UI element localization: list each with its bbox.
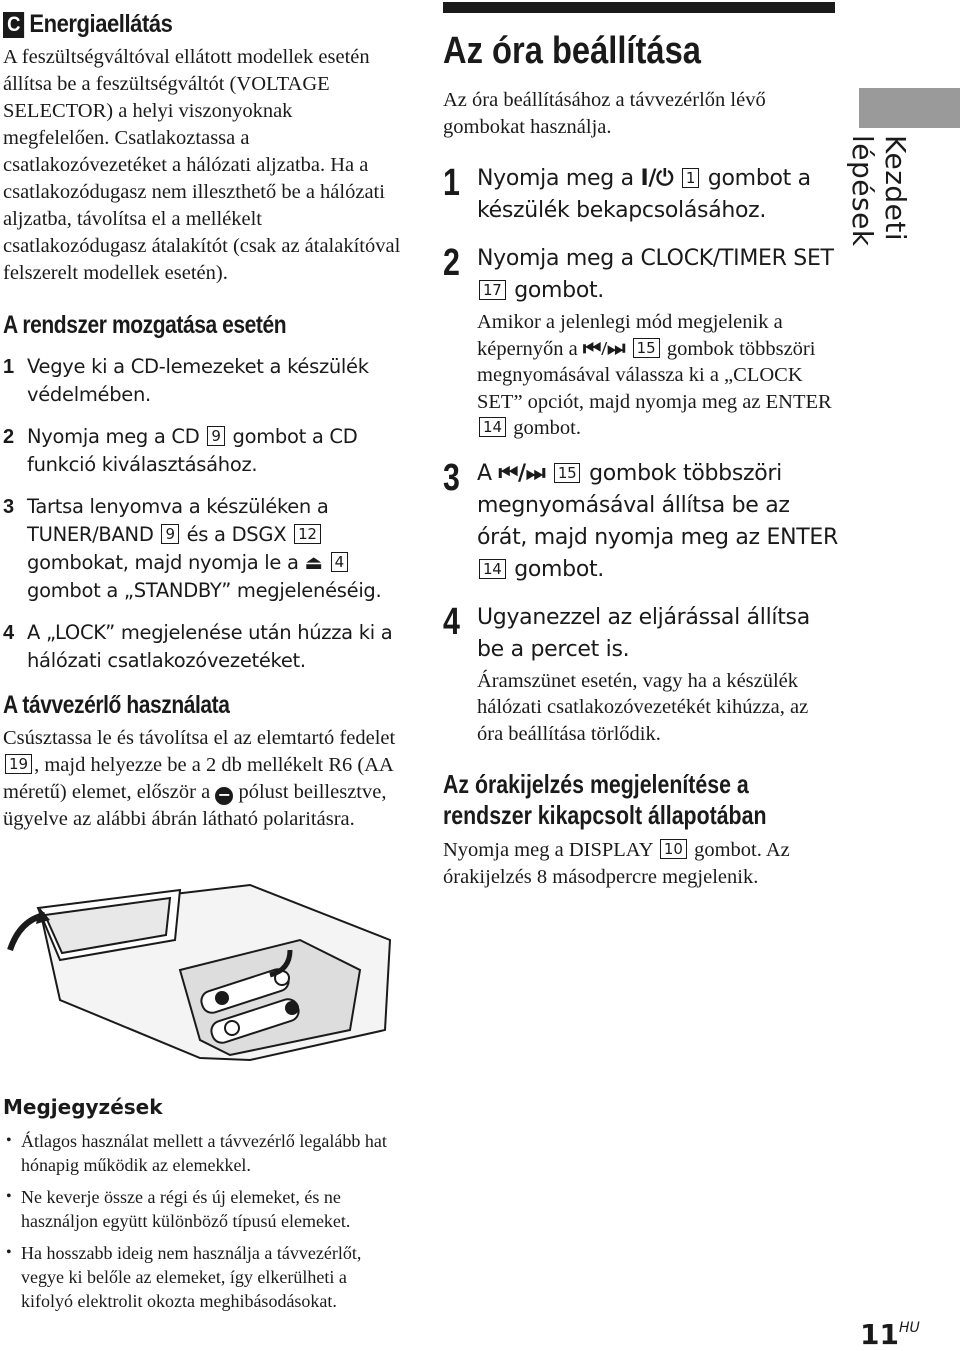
power-icon: I/⏻ — [640, 166, 674, 191]
note-item: • Átlagos használat mellett a távvezérlő legalább hat hónapig működik az elemekkel. — [3, 1129, 403, 1177]
page-number-value: 11 — [860, 1318, 899, 1351]
section-c-title: Energiaellátás — [29, 10, 173, 38]
remote-heading: A távvezérlő használata — [3, 691, 230, 719]
step-note — [477, 309, 838, 442]
page-language: HU — [898, 1320, 920, 1336]
page-number — [860, 1318, 920, 1351]
step-number: 3 — [3, 496, 15, 518]
step-number: 4 — [443, 600, 460, 643]
step-text-part: gombot. — [514, 278, 605, 303]
step-text: Ugyanezzel az eljárással állítsa be a percet is. — [477, 604, 810, 662]
display-heading — [443, 769, 767, 831]
remote-text-part: Csúsztassa le és távolítsa el az elemtartó fedelet — [3, 727, 396, 749]
step-text — [27, 423, 403, 479]
remote-battery-illustration — [0, 880, 400, 1070]
step-text-part: gombot. — [514, 556, 605, 582]
display-text-part: Nyomja meg a DISPLAY — [443, 839, 653, 861]
notes-title: Megjegyzések — [3, 1095, 163, 1119]
section-top-bar — [443, 2, 835, 13]
clock-step-4 — [443, 602, 838, 748]
step-text — [477, 243, 838, 307]
step-text-part: gombot a „STANDBY” megjelenéséig. — [27, 579, 382, 602]
step-text-part: gombok többszöri megnyomásával állítsa be az órát, majd nyomja meg az ENTER — [477, 460, 838, 550]
step-number: 2 — [3, 426, 15, 448]
step-number: 3 — [443, 456, 460, 499]
side-tab-marker — [859, 88, 960, 128]
right-column — [443, 0, 838, 891]
note-item: • Ne keverje össze a régi és új elemeket, és ne használjon együtt különböző típusú elemeket. — [3, 1185, 403, 1233]
remote-text-part: , majd helyezze be a 2 db mellékelt R6 (AA méretű) elemet, először a — [3, 754, 393, 803]
step-note-part: Amikor a jelenlegi mód megjelenik a képernyőn a — [477, 311, 783, 360]
clock-intro: Az óra beállításához a távvezérlőn lévő gombokat használja. — [443, 89, 766, 138]
step-text — [27, 493, 403, 605]
key-ref: 14 — [479, 417, 506, 437]
section-c-label: C — [3, 12, 24, 38]
clock-heading: Az óra beállítása — [443, 30, 701, 72]
step-text: A „LOCK” megjelenése után húzza ki a hálózati csatlakozóvezetéket. — [27, 621, 393, 672]
eject-icon: ⏏ — [304, 551, 323, 574]
step-text-part: és a DSGX — [186, 523, 287, 546]
key-ref: 4 — [331, 552, 348, 572]
section-c-heading — [3, 8, 355, 40]
step-text-part: gombot a készülék bekapcsolásához. — [477, 166, 811, 223]
skip-icon: ⏮/⏭ — [582, 337, 626, 360]
clock-step-2 — [443, 243, 838, 442]
key-ref: 19 — [5, 754, 32, 774]
step-text-part: Nyomja meg a — [477, 166, 634, 191]
step-text — [477, 458, 838, 586]
key-ref: 9 — [161, 524, 178, 544]
remote-text — [3, 725, 403, 833]
notes-section — [3, 1095, 403, 1321]
display-text — [443, 837, 838, 891]
display-heading-line: Az órakijelzés megjelenítése a — [443, 769, 749, 799]
key-ref: 12 — [294, 524, 321, 544]
note-item: • Ha hosszabb ideig nem használja a távvezérlőt, vegye ki belőle az elemeket, így elkerülheti a kifolyó elektrolit okozta meghibásodásokat. — [3, 1241, 403, 1313]
key-ref: 10 — [660, 839, 687, 859]
left-column — [3, 8, 403, 833]
step-number: 4 — [3, 622, 15, 644]
step-text-part: A — [477, 460, 492, 486]
moving-step-1 — [3, 353, 403, 409]
key-ref: 15 — [554, 463, 581, 483]
step-note-part: gombot. — [513, 417, 581, 439]
skip-icon: ⏮/⏭ — [498, 460, 546, 486]
moving-heading: A rendszer mozgatása esetén — [3, 311, 287, 339]
step-number: 1 — [443, 162, 460, 204]
key-ref: 1 — [682, 168, 699, 188]
moving-step-4 — [3, 619, 403, 675]
notes-list — [3, 1129, 403, 1313]
clock-step-1 — [443, 163, 838, 227]
step-text-part: gombokat, majd nyomja le a — [27, 551, 299, 574]
clock-step-3 — [443, 458, 838, 586]
step-text: Vegye ki a CD-lemezeket a készülék védelmében. — [27, 355, 369, 406]
step-number: 1 — [3, 356, 15, 378]
step-text-part: Tartsa lenyomva a készüléken a TUNER/BAND — [27, 495, 329, 546]
step-text-part: gombot a CD funkció kiválasztásához. — [27, 425, 358, 476]
moving-step-2 — [3, 423, 403, 479]
display-heading-line: rendszer kikapcsolt állapotában — [443, 800, 767, 830]
key-ref: 17 — [479, 280, 506, 300]
key-ref: 15 — [633, 338, 660, 358]
step-number: 2 — [443, 242, 460, 284]
side-tab-label: Kezdeti lépések — [846, 135, 912, 247]
step-text-part: Nyomja meg a CLOCK/TIMER SET — [477, 246, 834, 271]
step-note-part: gombok többszöri megnyomásával válassza ki a „CLOCK SET” opciót, majd nyomja meg az ENTER — [477, 337, 832, 413]
remote-text-part: pólust beillesztve, ügyelve az alábbi ábrán látható polaritásra. — [3, 781, 387, 830]
key-ref: 9 — [207, 426, 224, 446]
step-text — [477, 163, 838, 227]
section-c-text: A feszültségváltóval ellátott modellek esetén állítsa be a feszültségváltót (VOLTAGE SELECTOR) a helyi viszonyoknak megfelelően. Csatlakoztassa a csatlakozóvezetéket a hálózati aljzatba. Ha a csatlakozódugasz nem illeszthető be a hálózati aljzatba, távolítsa el a mellékelt csatlakozódugasz átalakítót (csak az átalakítóval felszerelt modellek esetén). — [3, 46, 401, 284]
step-note: Áramszünet esetén, vagy ha a készülék hálózati csatlakozóvezetékét kihúzza, az óra beállítása törlődik. — [477, 669, 809, 745]
minus-pole-icon: − — [215, 787, 233, 805]
display-text-part: gombot. Az órakijelzés 8 másodpercre megjelenik. — [443, 839, 790, 888]
step-text-part: Nyomja meg a CD — [27, 425, 200, 448]
moving-step-3 — [3, 493, 403, 605]
key-ref: 14 — [479, 559, 506, 579]
